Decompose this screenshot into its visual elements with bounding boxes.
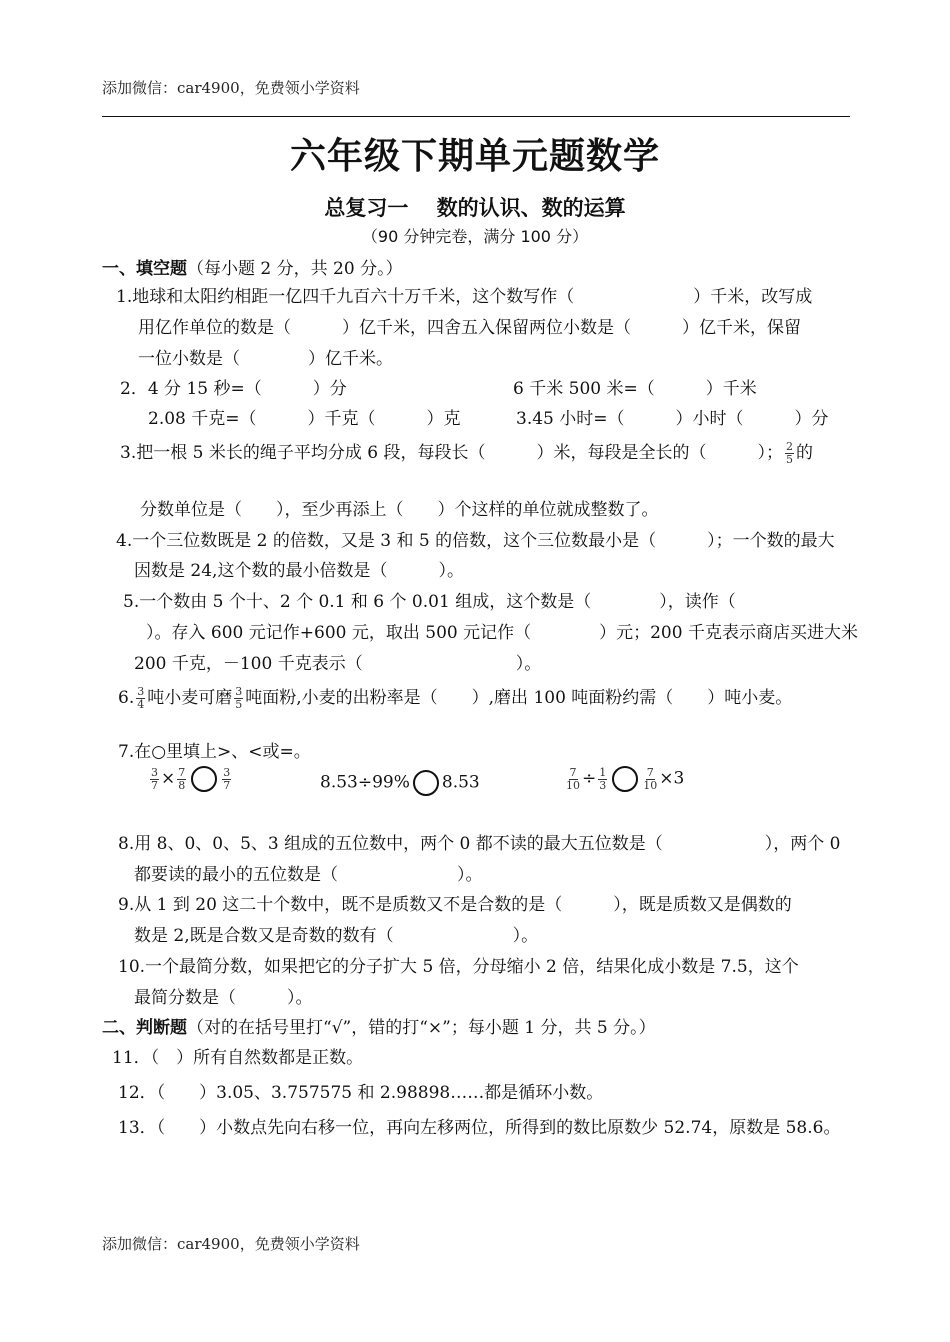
q6-fraction-2-denominator: 5 (235, 698, 243, 711)
q7-e3-a-denominator: 10 (566, 778, 580, 792)
q7-e1-operator: × (161, 768, 176, 789)
q5-line-1: 5.一个数由 5 个十、2 个 0.1 和 6 个 0.01 组成，这个数是（ ），读作（ (123, 592, 736, 612)
q7-expression-2 (320, 770, 480, 796)
q4-line-1: 4.一个三位数既是 2 的倍数，又是 3 和 5 的倍数，这个三位数最小是（ ）；一个数的最大 (116, 531, 835, 551)
q3-fraction (785, 441, 794, 466)
q3-fraction-numerator: 2 (785, 440, 793, 453)
q7-e3-fraction-c (643, 767, 657, 792)
q7-e3-tail: ×3 (659, 768, 685, 789)
q9-line-1: 9.从 1 到 20 这二十个数中，既不是质数又不是合数的是（ ），既是质数又是偶数的 (118, 895, 792, 915)
section-2-heading (102, 1013, 656, 1038)
q7-e3-c-denominator: 10 (643, 778, 658, 792)
q7-e1-a-numerator: 3 (151, 765, 158, 779)
q11-line: 11．（ ）所有自然数都是正数。 (112, 1048, 364, 1068)
q6-mid: 吨小麦可磨 (147, 688, 233, 708)
q7-expression-1 (148, 766, 233, 792)
q7-e1-fraction-c (222, 767, 231, 792)
q7-e2-answer-circle[interactable] (413, 770, 439, 796)
q2-part-d: 3.45 小时=（ ）小时（ ）分 (516, 409, 829, 429)
q6-prefix: 6. (118, 688, 135, 708)
q7-e2-right: 8.53 (441, 772, 480, 793)
q8-line-2: 都要读的最小的五位数是（ ）。 (134, 865, 483, 885)
q5-line-3: 200 千克，－100 千克表示（ ）。 (134, 654, 542, 674)
section-1-note: （每小题 2 分，共 20 分。） (187, 259, 403, 279)
q6-fraction-1 (136, 686, 145, 711)
q10-line-1: 10.一个最简分数，如果把它的分子扩大 5 倍，分母缩小 2 倍，结果化成小数是 7.5，这个 (118, 957, 799, 977)
q7-e1-c-numerator: 3 (223, 765, 231, 779)
q8-line-1: 8.用 8、0、0、5、3 组成的五位数中，两个 0 都不读的最大五位数是（ ），两个 0 (118, 834, 841, 854)
q1-line-2: 用亿作单位的数是（ ）亿千米，四舍五入保留两位小数是（ ）亿千米，保留 (138, 318, 801, 338)
q7-expression-3 (564, 766, 684, 792)
q5-line-2: ）。存入 600 元记作+600 元，取出 500 元记作（ ）元；200 千克表示商店买进大米 (146, 623, 858, 643)
header-rule (102, 116, 850, 117)
q3-fraction-denominator: 5 (785, 453, 793, 466)
q2-part-b: 6 千米 500 米=（ ）千米 (513, 379, 757, 399)
q7-e3-b-numerator: 1 (599, 765, 607, 779)
q7-e1-fraction-a (150, 767, 159, 792)
q7-e3-fraction-b (598, 767, 607, 792)
section-2-note: （对的在括号里打“√”，错的打“×”；每小题 1 分，共 5 分。） (187, 1018, 656, 1038)
q6-fraction-2 (234, 686, 243, 711)
q1-line-1: 1.地球和太阳约相距一亿四千九百六十万千米，这个数写作（ ）千米，改写成 (116, 287, 813, 307)
q1-line-3: 一位小数是（ ）亿千米。 (138, 349, 393, 369)
section-1-label: 一、填空题 (102, 259, 187, 279)
q6-fraction-2-numerator: 3 (235, 685, 243, 698)
q6-fraction-1-numerator: 3 (137, 685, 145, 698)
q7-e2-left: 8.53÷99% (320, 772, 410, 793)
q3-line-1-text: 3.把一根 5 米长的绳子平均分成 6 段，每段长（ ）米，每段是全长的（ ）； (120, 443, 783, 463)
q7-e3-fraction-a (566, 767, 580, 792)
section-2-label: 二、判断题 (102, 1018, 187, 1038)
q6-line (118, 683, 792, 711)
q7-e1-b-numerator: 7 (178, 765, 186, 779)
q7-e3-a-numerator: 7 (569, 765, 577, 779)
q7-e1-fraction-b (177, 767, 186, 792)
q7-e3-answer-circle[interactable] (612, 766, 638, 792)
q10-line-2: 最简分数是（ ）。 (134, 988, 313, 1008)
time-note: （90 分钟完卷，满分 100 分） (361, 227, 589, 246)
q7-label: 7.在○里填上>、<或=。 (118, 742, 311, 762)
header-note: 添加微信：car4900，免费领小学资料 (102, 79, 360, 97)
q7-e1-a-denominator: 7 (151, 778, 158, 792)
footer-note: 添加微信：car4900，免费领小学资料 (102, 1235, 360, 1253)
q7-e1-b-denominator: 8 (178, 778, 186, 792)
q9-line-2: 数是 2,既是合数又是奇数的数有（ ）。 (134, 926, 539, 946)
q7-e1-answer-circle[interactable] (191, 766, 217, 792)
q3-line-1 (120, 438, 813, 466)
page-subtitle: 总复习一 数的认识、数的运算 (324, 196, 626, 220)
q7-e3-b-denominator: 3 (599, 778, 607, 792)
q12-line: 12．（ ）3.05、3.757575 和 2.98898……都是循环小数。 (118, 1083, 604, 1103)
q4-line-2: 因数是 24,这个数的最小倍数是（ ）。 (134, 561, 464, 581)
section-1-heading (102, 254, 403, 279)
q7-e1-c-denominator: 7 (223, 778, 231, 792)
q3-line-2: 分数单位是（ ），至少再添上（ ）个这样的单位就成整数了。 (140, 500, 659, 520)
q2-part-a: 2．4 分 15 秒=（ ）分 (120, 379, 347, 399)
q2-part-c: 2.08 千克=（ ）千克（ ）克 (148, 409, 461, 429)
page-title: 六年级下期单元题数学 (289, 136, 660, 177)
q13-line: 13．（ ）小数点先向右移一位，再向左移两位，所得到的数比原数少 52.74，原数是 58.6。 (118, 1118, 841, 1138)
q6-rest: 吨面粉,小麦的出粉率是（ ）,磨出 100 吨面粉约需（ ）吨小麦。 (245, 688, 793, 708)
q6-fraction-1-denominator: 4 (137, 698, 145, 711)
q7-e3-c-numerator: 7 (646, 765, 654, 779)
q3-line-1-end: 的 (795, 443, 813, 463)
q7-e3-operator: ÷ (582, 768, 597, 789)
